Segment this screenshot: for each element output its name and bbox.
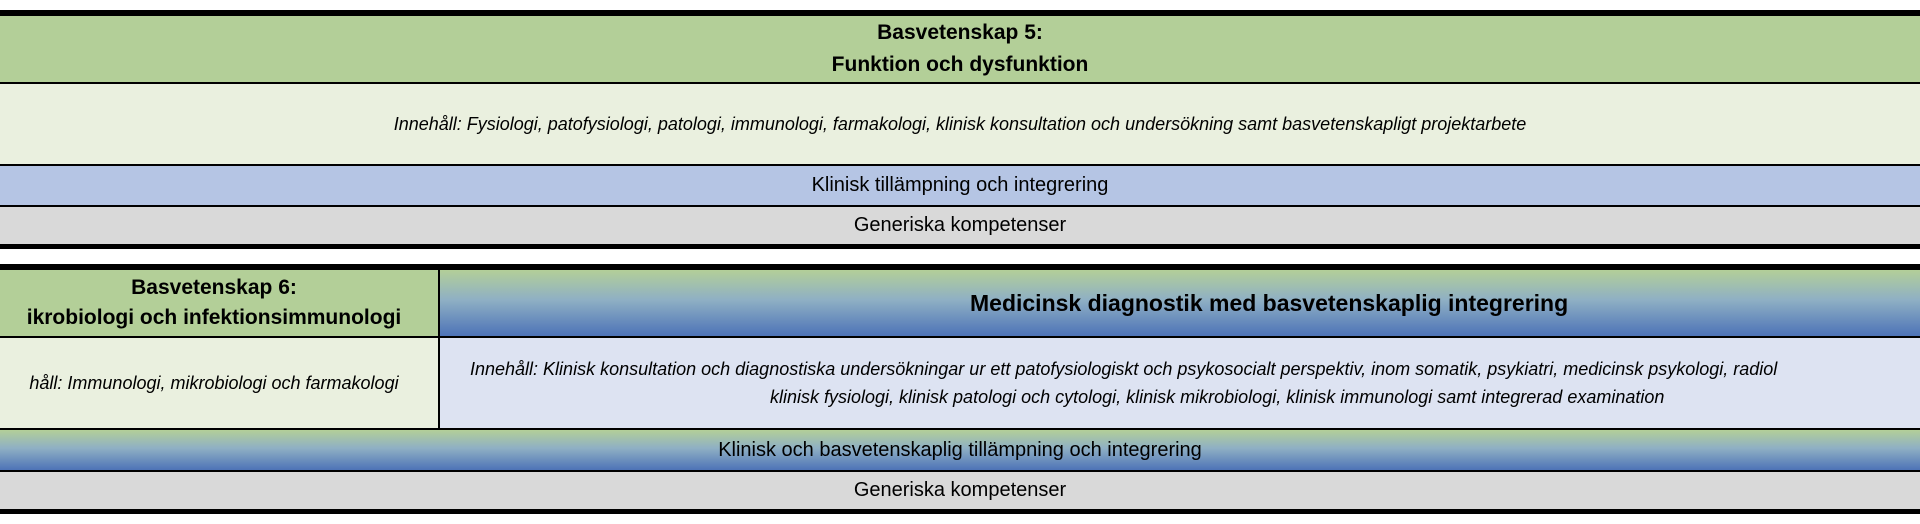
block-2-generic-band [0,472,1920,514]
basvetenskap-5-clinical-text: Klinisk tillämpning och integrering [811,174,1109,196]
basvetenskap-5-generic-text: Generiska kompetenser [853,214,1067,236]
basvetenskap-5-content [0,84,1920,166]
basvetenskap-5-generic-band [0,207,1920,249]
medicinsk-diagnostik-header [440,270,1920,338]
block-2-generic-text: Generiska kompetenser [853,479,1067,501]
block-2-clinical-text: Klinisk och basvetenskaplig tillämpning och integrering [718,438,1202,461]
medicinsk-diagnostik-content-line1: Innehåll: Klinisk konsultation och diagnostiska undersökningar ur ett patofysiologiskt och psykosocialt perspektiv, inom somatik, psykiatri, medicinsk psykologi, radiol [470,359,1778,379]
basvetenskap-5-header [0,10,1920,84]
basvetenskap-6-title: Basvetenskap 6: [131,276,297,299]
medicinsk-diagnostik-title: Medicinsk diagnostik med basvetenskaplig integrering [970,289,1569,316]
basvetenskap-6-content-text: håll: Immunologi, mikrobiologi och farmakologi [29,372,399,393]
basvetenskap-6-content [0,338,440,430]
medicinsk-diagnostik-content-line2: klinisk fysiologi, klinisk patologi och cytologi, klinisk mikrobiologi, klinisk immunologi samt integrerad examination [770,387,1665,407]
basvetenskap-6-subtitle: ikrobiologi och infektionsimmunologi [26,306,402,329]
block-2-clinical-band [0,430,1920,472]
basvetenskap-5-content-text: Innehåll: Fysiologi, patofysiologi, patologi, immunologi, farmakologi, klinisk konsultation och undersökning samt basvetenskapligt projektarbete [393,113,1527,134]
basvetenskap-5-clinical-band [0,166,1920,207]
basvetenskap-5-title: Basvetenskap 5: [877,21,1043,44]
basvetenskap-5-subtitle: Funktion och dysfunktion [831,53,1089,76]
basvetenskap-6-header [0,270,440,338]
medicinsk-diagnostik-content [440,338,1920,430]
